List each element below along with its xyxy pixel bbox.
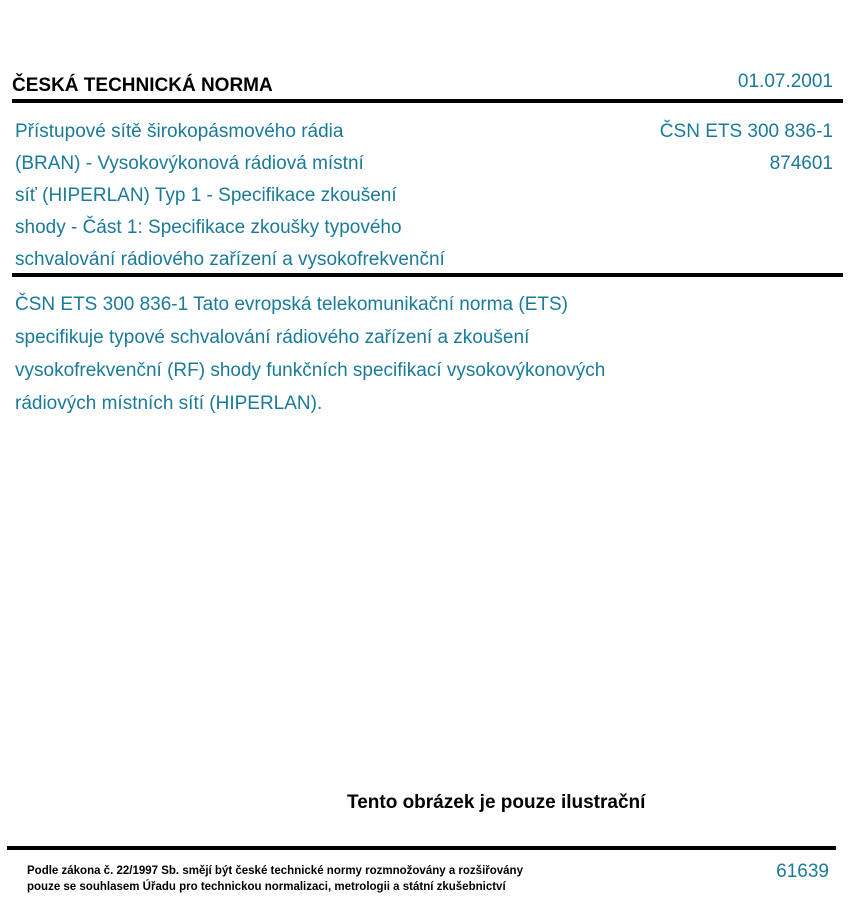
document-heading: ČESKÁ TECHNICKÁ NORMA — [12, 75, 273, 96]
abstract-line: specifikuje typové schvalování rádiového zařízení a zkoušení — [15, 327, 530, 348]
standard-code: ČSN ETS 300 836-1 — [659, 121, 833, 142]
standard-title-line: síť (HIPERLAN) Typ 1 - Specifikace zkoušení — [15, 185, 397, 206]
standard-title-line: shody - Část 1: Specifikace zkoušky typového — [15, 217, 402, 238]
class-number: 874601 — [769, 153, 833, 174]
header-divider — [12, 99, 843, 103]
legal-line: Podle zákona č. 22/1997 Sb. smějí být české technické normy rozmnožovány a rozšiřovány — [27, 865, 523, 877]
illustration-note: Tento obrázek je pouze ilustrační — [347, 792, 646, 813]
legal-notice — [27, 863, 523, 895]
legal-line: pouze se souhlasem Úřadu pro technickou normalizaci, metrologii a státní zkušebnictví — [27, 881, 506, 893]
abstract-line: ČSN ETS 300 836-1 Tato evropská telekomunikační norma (ETS) — [15, 294, 569, 315]
standard-title-line: Přístupové sítě širokopásmového rádia — [15, 121, 344, 142]
standard-title-line: schvalování rádiového zařízení a vysokofrekvenční — [15, 249, 445, 270]
standard-title — [15, 116, 575, 276]
document-number: 61639 — [776, 861, 829, 882]
abstract-line: rádiových místních sítí (HIPERLAN). — [15, 393, 323, 414]
abstract-line: vysokofrekvenční (RF) shody funkčních specifikací vysokovýkonových — [15, 360, 606, 381]
standard-title-line: (BRAN) - Vysokovýkonová rádiová místní — [15, 153, 364, 174]
title-divider — [12, 273, 843, 277]
abstract — [15, 288, 735, 420]
issue-date: 01.07.2001 — [737, 71, 833, 92]
footer-divider — [7, 846, 836, 850]
standard-identifiers — [660, 116, 833, 180]
